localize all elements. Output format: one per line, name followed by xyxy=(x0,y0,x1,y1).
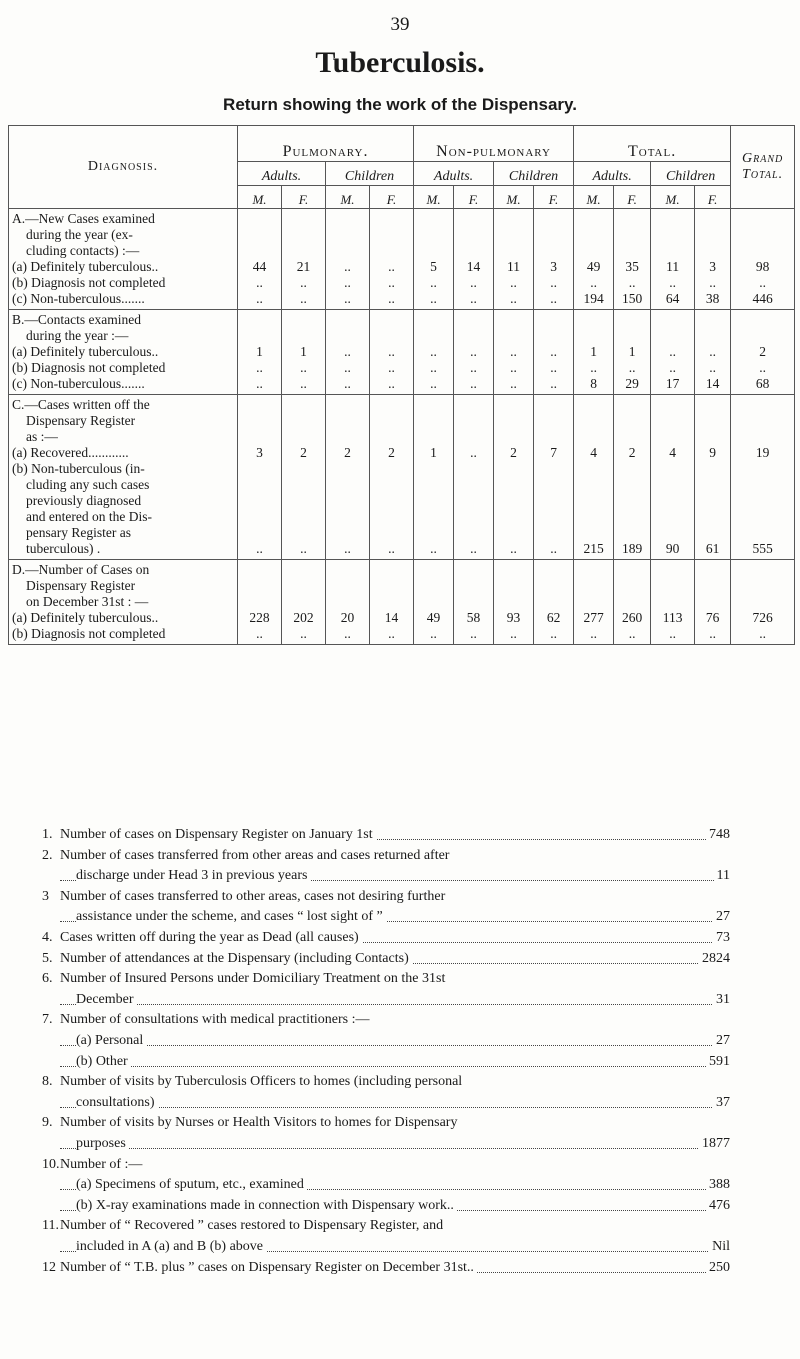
value: .. xyxy=(300,541,307,556)
value-cell xyxy=(326,560,370,645)
note-value: Nil xyxy=(709,1237,730,1257)
section-heading-line: as :— xyxy=(26,429,58,444)
value: 17 xyxy=(665,376,680,391)
note-text: assistance under the scheme, and cases “ lost sight of ” xyxy=(76,907,386,927)
note-text: Number of :— xyxy=(60,1155,145,1175)
note-value: 27 xyxy=(713,907,730,927)
value: 5 xyxy=(430,259,437,274)
item-label: (a) Definitely tuberculous.. xyxy=(12,259,159,274)
value: .. xyxy=(344,291,351,306)
value: .. xyxy=(388,541,395,556)
dot-leader xyxy=(60,1031,720,1046)
value: .. xyxy=(510,376,517,391)
value: .. xyxy=(510,275,517,290)
item-label: (b) Diagnosis not completed xyxy=(12,360,166,375)
value: .. xyxy=(256,360,263,375)
value: 21 xyxy=(296,259,311,274)
value: .. xyxy=(256,275,263,290)
value: .. xyxy=(470,275,477,290)
value: .. xyxy=(510,291,517,306)
sex-header: M. xyxy=(651,186,695,209)
page-subtitle: Return showing the work of the Dispensary. xyxy=(223,95,577,114)
note-number: 10. xyxy=(42,1157,60,1172)
diagnosis-cell xyxy=(9,310,238,395)
item-label: (a) Recovered............ xyxy=(12,445,129,460)
group-header-total: Total. xyxy=(574,126,731,162)
note-value: 11 xyxy=(714,866,730,886)
value: 90 xyxy=(665,541,680,556)
value: .. xyxy=(470,360,477,375)
section-heading-line: Dispensary Register xyxy=(26,413,136,428)
note-number: 12 xyxy=(42,1260,56,1275)
section-heading-line: A.—New Cases examined xyxy=(12,211,155,226)
note-number: 9. xyxy=(42,1115,53,1130)
value: 2 xyxy=(388,445,395,460)
value: 68 xyxy=(755,376,770,391)
value: 277 xyxy=(583,610,604,625)
value-cell xyxy=(282,209,326,310)
dispensary-return-table xyxy=(8,125,795,645)
subgroup-header: Children xyxy=(494,162,574,186)
value-cell xyxy=(454,560,494,645)
value: .. xyxy=(256,376,263,391)
value: 215 xyxy=(583,541,604,556)
note-text: Number of “ T.B. plus ” cases on Dispensary Register on December 31st.. xyxy=(60,1258,477,1278)
value: 20 xyxy=(340,610,355,625)
subgroup-header: Children xyxy=(326,162,414,186)
value: 1 xyxy=(300,344,307,359)
value: .. xyxy=(510,541,517,556)
note-value: 748 xyxy=(706,825,730,845)
value: .. xyxy=(590,360,597,375)
value-cell xyxy=(326,209,370,310)
value: .. xyxy=(510,360,517,375)
value: 9 xyxy=(709,445,716,460)
value: 44 xyxy=(252,259,267,274)
table-section-row xyxy=(9,310,795,395)
value: .. xyxy=(344,376,351,391)
value: .. xyxy=(628,275,636,290)
value: 14 xyxy=(466,259,481,274)
value: .. xyxy=(470,376,477,391)
value: .. xyxy=(388,376,395,391)
item-label: (c) Non-tuberculous....... xyxy=(12,376,145,391)
grand-total-cell xyxy=(731,310,795,395)
value-cell xyxy=(574,395,614,560)
value: .. xyxy=(628,626,636,641)
value: 19 xyxy=(755,445,770,460)
value-cell xyxy=(494,560,534,645)
value: 3 xyxy=(256,445,263,460)
value: .. xyxy=(430,360,437,375)
value: 150 xyxy=(621,291,643,306)
note-number: 2. xyxy=(42,848,53,863)
value: 113 xyxy=(662,610,683,625)
value-cell xyxy=(282,310,326,395)
value: .. xyxy=(550,344,557,359)
value: .. xyxy=(550,541,557,556)
value: 58 xyxy=(466,610,481,625)
value-cell xyxy=(370,560,414,645)
value: 2 xyxy=(344,445,351,460)
value-cell xyxy=(695,560,731,645)
item-label: (c) Non-tuberculous....... xyxy=(12,291,145,306)
value: .. xyxy=(590,275,597,290)
value-cell xyxy=(494,310,534,395)
value-cell xyxy=(651,395,695,560)
section-heading-line: on December 31st : — xyxy=(26,594,149,609)
note-text: Number of cases transferred from other areas and cases returned after xyxy=(60,846,452,866)
value-cell xyxy=(454,395,494,560)
note-value: 1877 xyxy=(699,1134,730,1154)
item-label-continued: pensary Register as xyxy=(26,525,131,540)
note-value: 2824 xyxy=(699,949,730,969)
note-value: 73 xyxy=(713,928,730,948)
item-label: (a) Definitely tuberculous.. xyxy=(12,344,159,359)
note-number: 8. xyxy=(42,1074,53,1089)
value: .. xyxy=(430,376,437,391)
value: .. xyxy=(759,626,766,641)
sex-header: F. xyxy=(370,186,414,209)
value: 35 xyxy=(625,259,639,274)
value: .. xyxy=(470,445,477,460)
value: .. xyxy=(300,626,307,641)
value: 62 xyxy=(546,610,561,625)
note-value: 27 xyxy=(713,1031,730,1051)
value: .. xyxy=(344,626,351,641)
value: .. xyxy=(256,291,263,306)
value: .. xyxy=(388,360,395,375)
note-text: consultations) xyxy=(76,1093,158,1113)
value: .. xyxy=(300,376,307,391)
value-cell xyxy=(534,395,574,560)
value-cell xyxy=(414,560,454,645)
sex-header: M. xyxy=(494,186,534,209)
value: 7 xyxy=(550,445,557,460)
value: .. xyxy=(669,275,676,290)
value: 1 xyxy=(430,445,437,460)
value: 8 xyxy=(590,376,597,391)
value: .. xyxy=(709,275,716,290)
value: 61 xyxy=(705,541,720,556)
value: .. xyxy=(759,275,766,290)
note-number: 6. xyxy=(42,971,53,986)
note-text: (b) X-ray examinations made in connection with Dispensary work.. xyxy=(76,1196,457,1216)
value: .. xyxy=(669,360,676,375)
note-number: 11. xyxy=(42,1218,59,1233)
sex-header: M. xyxy=(326,186,370,209)
sex-header: F. xyxy=(282,186,326,209)
dot-leader xyxy=(60,1134,720,1149)
section-heading-line: D.—Number of Cases on xyxy=(12,562,150,577)
value-cell xyxy=(238,395,282,560)
value: 555 xyxy=(752,541,773,556)
value-cell xyxy=(238,310,282,395)
item-label: (a) Definitely tuberculous.. xyxy=(12,610,159,625)
value: .. xyxy=(470,626,477,641)
value: .. xyxy=(709,344,716,359)
value: .. xyxy=(510,626,517,641)
value: .. xyxy=(470,541,477,556)
value: 3 xyxy=(550,259,557,274)
value: 11 xyxy=(507,259,521,274)
note-value: 591 xyxy=(706,1052,730,1072)
note-text: (b) Other xyxy=(76,1052,131,1072)
value-cell xyxy=(574,310,614,395)
value: .. xyxy=(344,275,351,290)
value-cell xyxy=(695,395,731,560)
item-label-continued: previously diagnosed xyxy=(26,493,142,508)
dot-leader xyxy=(60,990,720,1005)
value-cell xyxy=(454,310,494,395)
value: 38 xyxy=(705,291,720,306)
note-value: 250 xyxy=(706,1258,730,1278)
value: 93 xyxy=(506,610,521,625)
value: .. xyxy=(430,541,437,556)
value-cell xyxy=(326,310,370,395)
note-text: (a) Personal xyxy=(76,1031,146,1051)
sex-header: M. xyxy=(574,186,614,209)
value: .. xyxy=(388,291,395,306)
value: .. xyxy=(344,360,351,375)
value: .. xyxy=(550,360,557,375)
value: 29 xyxy=(625,376,639,391)
value: 446 xyxy=(752,291,773,306)
value: 49 xyxy=(426,610,441,625)
value: 64 xyxy=(665,291,680,306)
value-cell xyxy=(534,310,574,395)
grand-total-cell xyxy=(731,209,795,310)
sex-header: F. xyxy=(454,186,494,209)
note-value: 37 xyxy=(713,1093,730,1113)
note-text: Number of “ Recovered ” cases restored to Dispensary Register, and xyxy=(60,1216,446,1236)
value: .. xyxy=(550,626,557,641)
note-text: Number of attendances at the Dispensary (including Contacts) xyxy=(60,949,412,969)
value: .. xyxy=(344,259,351,274)
value: .. xyxy=(470,291,477,306)
sex-header: F. xyxy=(534,186,574,209)
value: .. xyxy=(709,360,716,375)
value: .. xyxy=(669,344,676,359)
value: 4 xyxy=(669,445,676,460)
value: 726 xyxy=(752,610,773,625)
value: .. xyxy=(300,275,307,290)
value: .. xyxy=(550,275,557,290)
value: .. xyxy=(256,626,263,641)
note-number: 3 xyxy=(42,889,49,904)
note-text: December xyxy=(76,990,137,1010)
value: .. xyxy=(388,626,395,641)
item-label: (b) Non-tuberculous (in- xyxy=(12,461,145,476)
value: .. xyxy=(344,541,351,556)
value: 3 xyxy=(709,259,716,274)
item-label: (b) Diagnosis not completed xyxy=(12,626,166,641)
value-cell xyxy=(574,560,614,645)
group-header-non-pulmonary: Non-pulmonary xyxy=(414,126,574,162)
sex-header: F. xyxy=(695,186,731,209)
value: .. xyxy=(510,344,517,359)
note-text: included in A (a) and B (b) above xyxy=(76,1237,266,1257)
value: .. xyxy=(590,626,597,641)
subgroup-header: Adults. xyxy=(414,162,494,186)
value-cell xyxy=(370,209,414,310)
value: 4 xyxy=(590,445,597,460)
value-cell xyxy=(534,560,574,645)
value: .. xyxy=(628,360,636,375)
value-cell xyxy=(651,209,695,310)
value-cell xyxy=(494,395,534,560)
value: .. xyxy=(430,626,437,641)
value-cell xyxy=(414,395,454,560)
subgroup-header: Children xyxy=(651,162,731,186)
value-cell xyxy=(695,209,731,310)
value-cell xyxy=(614,209,651,310)
value: .. xyxy=(470,344,477,359)
note-number: 7. xyxy=(42,1012,53,1027)
item-label-continued: tuberculous) . xyxy=(26,541,101,556)
value: 14 xyxy=(705,376,720,391)
value: 1 xyxy=(256,344,263,359)
group-header-pulmonary: Pulmonary. xyxy=(238,126,414,162)
value: .. xyxy=(759,360,766,375)
value-cell xyxy=(414,209,454,310)
value-cell xyxy=(282,395,326,560)
page-title: Tuberculosis. xyxy=(315,46,485,79)
section-heading-line: C.—Cases written off the xyxy=(12,397,150,412)
value: 260 xyxy=(621,610,643,625)
value: 49 xyxy=(586,259,601,274)
subgroup-header: Adults. xyxy=(574,162,651,186)
subgroup-header: Adults. xyxy=(238,162,326,186)
note-value: 388 xyxy=(706,1175,730,1195)
value: 2 xyxy=(759,344,766,359)
note-number: 1. xyxy=(42,827,53,842)
value-cell xyxy=(370,395,414,560)
table-section-row xyxy=(9,209,795,310)
table-section-row xyxy=(9,560,795,645)
value: .. xyxy=(388,344,395,359)
value: 228 xyxy=(249,610,270,625)
value: .. xyxy=(430,275,437,290)
sex-header: M. xyxy=(414,186,454,209)
value: .. xyxy=(344,344,351,359)
table-section-row xyxy=(9,395,795,560)
item-label: (b) Diagnosis not completed xyxy=(12,275,166,290)
diagnosis-cell xyxy=(9,395,238,560)
value: .. xyxy=(669,626,676,641)
value: 2 xyxy=(300,445,307,460)
section-heading-line: B.—Contacts examined xyxy=(12,312,141,327)
value-cell xyxy=(651,310,695,395)
value-cell xyxy=(326,395,370,560)
value: .. xyxy=(256,541,263,556)
value: .. xyxy=(430,344,437,359)
note-text: (a) Specimens of sputum, etc., examined xyxy=(76,1175,307,1195)
note-text: Number of cases transferred to other areas, cases not desiring further xyxy=(60,887,448,907)
note-text: Cases written off during the year as Dead (all causes) xyxy=(60,928,362,948)
item-label-continued: cluding any such cases xyxy=(26,477,150,492)
value-cell xyxy=(238,560,282,645)
sex-header: M. xyxy=(238,186,282,209)
value: 2 xyxy=(510,445,517,460)
note-number: 5. xyxy=(42,951,53,966)
note-text: discharge under Head 3 in previous years xyxy=(76,866,310,886)
value: 202 xyxy=(293,610,314,625)
diagnosis-cell xyxy=(9,209,238,310)
note-number: 4. xyxy=(42,930,53,945)
grand-total-cell xyxy=(731,560,795,645)
value: 189 xyxy=(621,541,643,556)
value-cell xyxy=(414,310,454,395)
value: 98 xyxy=(755,259,770,274)
value-cell xyxy=(494,209,534,310)
page-number: 39 xyxy=(390,14,410,35)
value: .. xyxy=(430,291,437,306)
diagnosis-header: Diagnosis. xyxy=(9,126,238,209)
note-value: 476 xyxy=(706,1196,730,1216)
value-cell xyxy=(534,209,574,310)
value-cell xyxy=(282,560,326,645)
note-value: 31 xyxy=(713,990,730,1010)
grand-total-cell xyxy=(731,395,795,560)
note-text: Number of consultations with medical practitioners :— xyxy=(60,1010,372,1030)
value: .. xyxy=(388,259,395,274)
value: 76 xyxy=(705,610,720,625)
value: 11 xyxy=(666,259,680,274)
value: .. xyxy=(300,360,307,375)
section-heading-line: during the year (ex- xyxy=(26,227,133,242)
value: 1 xyxy=(590,344,597,359)
value-cell xyxy=(238,209,282,310)
value-cell xyxy=(651,560,695,645)
value: .. xyxy=(388,275,395,290)
value-cell xyxy=(695,310,731,395)
value-cell xyxy=(614,395,651,560)
section-heading-line: cluding contacts) :— xyxy=(26,243,140,258)
note-text: Number of visits by Tuberculosis Officers to homes (including personal xyxy=(60,1072,465,1092)
section-heading-line: during the year :— xyxy=(26,328,129,343)
value-cell xyxy=(614,560,651,645)
value: 1 xyxy=(628,344,636,359)
note-text: Number of visits by Nurses or Health Visitors to homes for Dispensary xyxy=(60,1113,460,1133)
dot-leader xyxy=(60,1052,720,1067)
value: 194 xyxy=(583,291,604,306)
value: 2 xyxy=(628,445,636,460)
value: .. xyxy=(300,291,307,306)
item-label-continued: and entered on the Dis- xyxy=(26,509,152,524)
grand-total-header: Grand Total. xyxy=(731,126,795,209)
value-cell xyxy=(614,310,651,395)
section-heading-line: Dispensary Register xyxy=(26,578,136,593)
value-cell xyxy=(574,209,614,310)
note-text: purposes xyxy=(76,1134,129,1154)
value: .. xyxy=(550,291,557,306)
sex-header: F. xyxy=(614,186,651,209)
note-text: Number of cases on Dispensary Register on January 1st xyxy=(60,825,376,845)
value-cell xyxy=(454,209,494,310)
diagnosis-cell xyxy=(9,560,238,645)
value: .. xyxy=(550,376,557,391)
value-cell xyxy=(370,310,414,395)
value: .. xyxy=(709,626,716,641)
dot-leader xyxy=(60,1093,720,1108)
note-text: Number of Insured Persons under Domiciliary Treatment on the 31st xyxy=(60,969,448,989)
value: 14 xyxy=(384,610,399,625)
